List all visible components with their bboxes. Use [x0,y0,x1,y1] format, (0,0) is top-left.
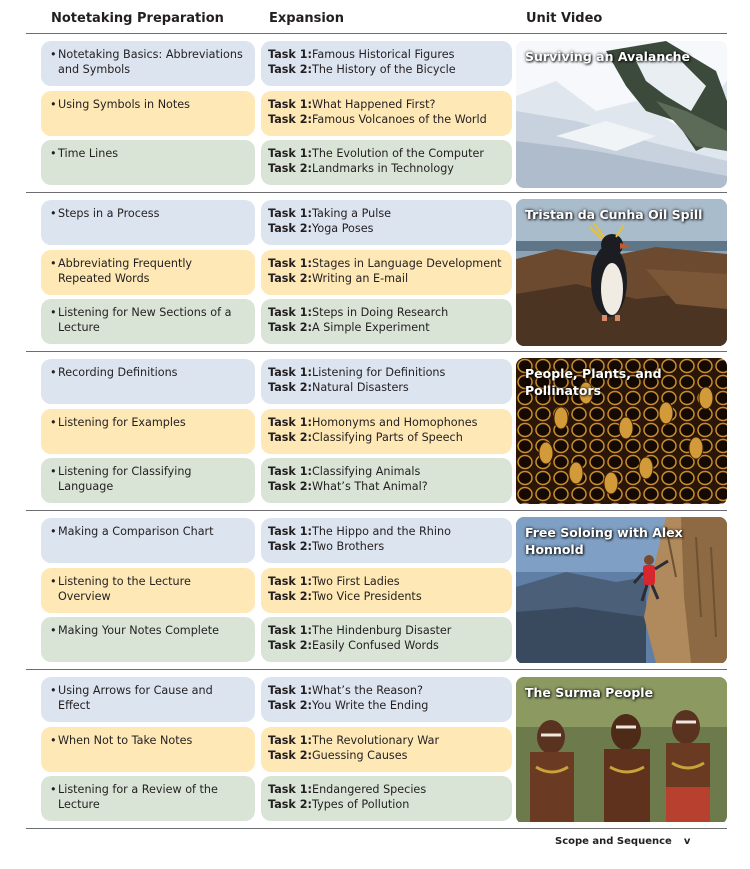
task-line [268,465,506,480]
notetaking-skill-text: Listening for Classifying Language [58,465,192,493]
task-title: The History of the Bicycle [312,62,456,76]
task-line [268,207,506,222]
task-label: Task 2: [268,380,312,394]
expansion-tasks-cell [261,200,512,245]
expansion-tasks-cell [261,776,512,821]
expansion-tasks-cell [261,617,512,662]
task-title: Steps in Doing Research [312,306,449,319]
notetaking-skill-text: Notetaking Basics: Abbreviations and Symbols [58,48,243,76]
task-title: Two First Ladies [312,575,400,588]
bullet: • [50,257,57,270]
notetaking-skill-text: Listening for Examples [58,416,186,429]
task-line [268,113,506,128]
task-label: Task 2: [268,539,312,553]
task-title: Taking a Pulse [312,207,392,220]
task-title: What’s That Animal? [312,479,428,493]
expansion-tasks-cell [261,518,512,563]
task-label: Task 1: [268,525,312,538]
task-label: Task 2: [268,638,312,652]
task-line [268,381,506,396]
task-label: Task 1: [268,207,312,220]
notetaking-skill-cell [41,359,255,404]
task-label: Task 2: [268,748,312,762]
notetaking-skill-text: Abbreviating Frequently Repeated Words [58,257,193,285]
task-line [268,366,506,381]
task-line [268,162,506,177]
notetaking-skill-cell [41,409,255,454]
task-line [268,749,506,764]
task-title: Famous Historical Figures [312,48,455,61]
task-title: A Simple Experiment [312,320,430,334]
notetaking-skill-cell [41,727,255,772]
bullet: • [50,147,57,160]
expansion-tasks-cell [261,250,512,295]
section-divider [26,351,727,352]
task-line [268,798,506,813]
task-label: Task 1: [268,366,312,379]
notetaking-skill-cell [41,41,255,86]
expansion-tasks-cell [261,91,512,136]
video-photo-surma[interactable] [516,677,727,824]
notetaking-skill-text: Making Your Notes Complete [58,624,220,637]
section-divider [26,510,727,511]
notetaking-skill-text: Making a Comparison Chart [58,525,214,538]
task-line [268,540,506,555]
task-title: The Evolution of the Computer [312,147,484,160]
task-title: The Hindenburg Disaster [312,624,452,637]
page-number: v [683,836,691,847]
task-title: Classifying Parts of Speech [312,430,463,444]
section-divider [26,192,727,193]
task-label: Task 1: [268,416,312,429]
task-line [268,431,506,446]
page-footer [555,836,690,847]
task-title: Yoga Poses [312,221,374,235]
task-label: Task 2: [268,221,312,235]
bullet: • [50,207,57,220]
notetaking-skill-cell [41,518,255,563]
task-title: Endangered Species [312,783,427,796]
notetaking-skill-text: Listening to the Lecture Overview [58,575,191,603]
task-label: Task 1: [268,48,312,61]
task-title: Two Vice Presidents [312,589,422,603]
task-line [268,222,506,237]
notetaking-skill-text: When Not to Take Notes [58,734,193,747]
task-title: Natural Disasters [312,380,409,394]
task-line [268,734,506,749]
task-title: Easily Confused Words [312,638,439,652]
expansion-tasks-cell [261,359,512,404]
task-label: Task 2: [268,797,312,811]
task-label: Task 1: [268,257,312,270]
task-label: Task 1: [268,147,312,160]
video-title: Free Soloing with Alex Honnold [525,525,683,557]
video-photo-climber[interactable] [516,517,727,664]
task-title: What’s the Reason? [312,684,423,697]
footer-section: Scope and Sequence [555,836,672,847]
task-label: Task 2: [268,112,312,126]
bullet: • [50,306,57,319]
task-line [268,684,506,699]
expansion-tasks-cell [261,727,512,772]
video-photo-avalanche[interactable] [516,41,727,188]
bullet: • [50,575,57,588]
section-divider [26,33,727,34]
task-label: Task 2: [268,62,312,76]
expansion-tasks-cell [261,41,512,86]
expansion-tasks-cell [261,140,512,185]
notetaking-skill-cell [41,299,255,344]
task-line [268,272,506,287]
expansion-tasks-cell [261,299,512,344]
task-line [268,699,506,714]
task-label: Task 1: [268,306,312,319]
video-title: Tristan da Cunha Oil Spill [525,207,703,222]
video-photo-penguin[interactable] [516,199,727,346]
task-line [268,63,506,78]
bullet: • [50,465,57,478]
task-label: Task 1: [268,783,312,796]
bullet: • [50,783,57,796]
task-line [268,639,506,654]
task-label: Task 1: [268,734,312,747]
notetaking-skill-cell [41,458,255,503]
section-divider [26,669,727,670]
expansion-tasks-cell [261,568,512,613]
task-title: Landmarks in Technology [312,161,454,175]
notetaking-skill-cell [41,200,255,245]
notetaking-skill-cell [41,617,255,662]
notetaking-skill-cell [41,91,255,136]
task-title: You Write the Ending [312,698,429,712]
expansion-tasks-cell [261,409,512,454]
task-line [268,590,506,605]
bullet: • [50,366,57,379]
task-label: Task 2: [268,271,312,285]
task-title: The Revolutionary War [312,734,440,747]
notetaking-skill-cell [41,140,255,185]
task-label: Task 2: [268,698,312,712]
notetaking-skill-text: Using Symbols in Notes [58,98,190,111]
bullet: • [50,624,57,637]
task-title: Listening for Definitions [312,366,446,379]
task-title: Homonyms and Homophones [312,416,478,429]
task-title: Two Brothers [312,539,385,553]
task-title: What Happened First? [312,98,436,111]
task-line [268,257,506,272]
video-title: The Surma People [525,685,654,700]
header-expansion: Expansion [269,11,344,26]
notetaking-skill-cell [41,776,255,821]
expansion-tasks-cell [261,458,512,503]
task-title: Classifying Animals [312,465,421,478]
notetaking-skill-text: Listening for a Review of the Lecture [58,783,218,811]
task-label: Task 1: [268,624,312,637]
bullet: • [50,684,57,697]
task-title: Guessing Causes [312,748,408,762]
expansion-tasks-cell [261,677,512,722]
task-line [268,306,506,321]
task-title: Famous Volcanoes of the World [312,112,487,126]
notetaking-skill-cell [41,677,255,722]
notetaking-skill-text: Time Lines [58,147,119,160]
notetaking-skill-cell [41,568,255,613]
video-photo-bees[interactable] [516,358,727,505]
task-line [268,624,506,639]
task-title: Types of Pollution [312,797,410,811]
header-unit-video: Unit Video [526,11,603,26]
task-label: Task 1: [268,98,312,111]
notetaking-skill-cell [41,250,255,295]
bullet: • [50,525,57,538]
task-line [268,480,506,495]
bullet: • [50,48,57,61]
notetaking-skill-text: Steps in a Process [58,207,160,220]
bullet: • [50,734,57,747]
bullet: • [50,98,57,111]
task-line [268,147,506,162]
notetaking-skill-text: Recording Definitions [58,366,178,379]
task-label: Task 1: [268,575,312,588]
section-divider [26,828,727,829]
task-title: Stages in Language Development [312,257,502,270]
task-label: Task 2: [268,479,312,493]
task-label: Task 2: [268,161,312,175]
task-line [268,416,506,431]
task-line [268,575,506,590]
notetaking-skill-text: Listening for New Sections of a Lecture [58,306,232,334]
task-line [268,525,506,540]
notetaking-skill-text: Using Arrows for Cause and Effect [58,684,213,712]
task-title: The Hippo and the Rhino [312,525,451,538]
video-title: People, Plants, and Pollinators [525,366,662,398]
task-title: Writing an E-mail [312,271,409,285]
task-line [268,48,506,63]
task-label: Task 2: [268,430,312,444]
bullet: • [50,416,57,429]
task-label: Task 1: [268,465,312,478]
task-line [268,98,506,113]
task-label: Task 2: [268,589,312,603]
task-line [268,783,506,798]
task-line [268,321,506,336]
header-notetaking: Notetaking Preparation [51,11,224,26]
task-label: Task 1: [268,684,312,697]
video-title: Surviving an Avalanche [525,49,691,64]
task-label: Task 2: [268,320,312,334]
